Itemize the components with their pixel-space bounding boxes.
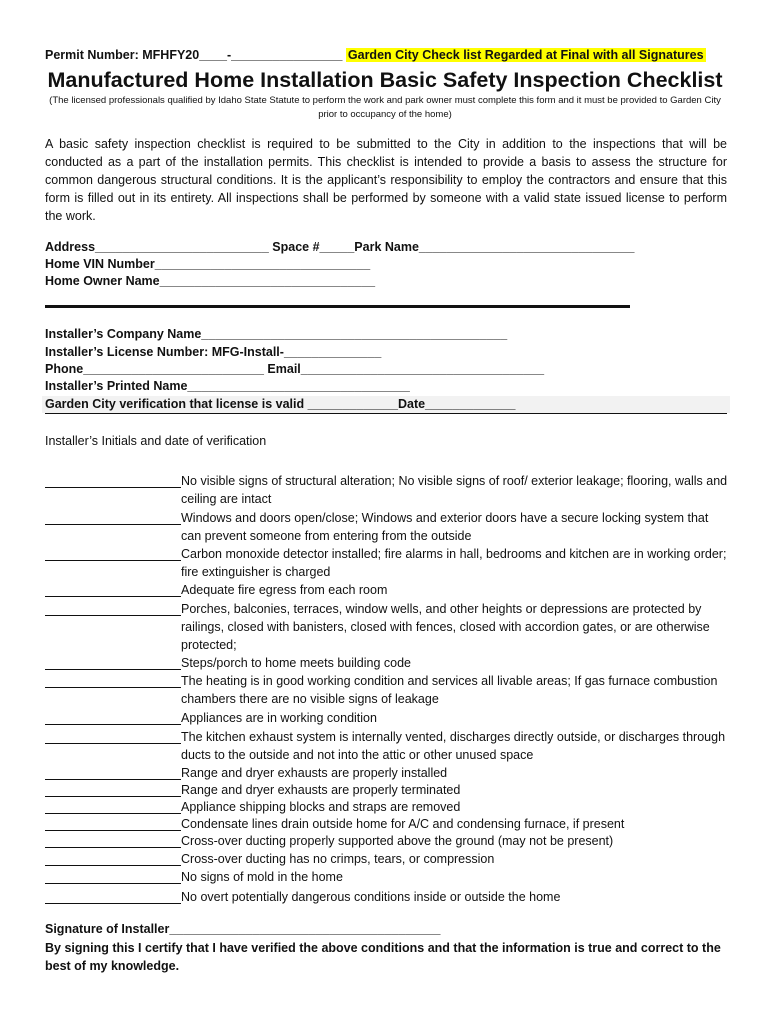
installer-company-field[interactable]: Installer’s Company Name____________________________________________ bbox=[45, 327, 508, 341]
installer-printed-name-field[interactable]: Installer’s Printed Name________________________________ bbox=[45, 379, 410, 393]
initials-blank[interactable] bbox=[45, 903, 181, 904]
checklist-item: Windows and doors open/close; Windows and exterior doors have a secure locking system that can prevent someone from entering from the outside bbox=[181, 511, 709, 543]
initials-blank[interactable] bbox=[45, 865, 181, 866]
initials-blank[interactable] bbox=[45, 813, 181, 814]
checklist-item: Cross-over ducting has no crimps, tears, or compression bbox=[181, 852, 495, 866]
initials-blank[interactable] bbox=[45, 596, 181, 597]
checklist-item: No overt potentially dangerous conditions inside or outside the home bbox=[181, 890, 561, 904]
checklist-item: Range and dryer exhausts are properly installed bbox=[181, 766, 448, 780]
initials-blank[interactable] bbox=[45, 669, 181, 670]
address-space-park-field[interactable]: Address_________________________ Space #_____Park Name_______________________________ bbox=[45, 240, 635, 254]
checklist-item: Adequate fire egress from each room bbox=[181, 583, 388, 597]
initials-blank[interactable] bbox=[45, 560, 181, 561]
initials-blank[interactable] bbox=[45, 524, 181, 525]
initials-blank[interactable] bbox=[45, 743, 181, 744]
home-vin-field[interactable]: Home VIN Number_______________________________ bbox=[45, 257, 371, 271]
checklist-item: No visible signs of structural alteration; No visible signs of roof/ exterior leakage; flooring, walls and ceiling are intact bbox=[181, 474, 728, 506]
checklist-item: Appliances are in working condition bbox=[181, 711, 377, 725]
page-subtitle: (The licensed professionals qualified by Idaho State Statute to perform the work and park owner must complete this form and it must be provided to Garden City prior to occupancy of the home) bbox=[49, 95, 721, 120]
initials-blank[interactable] bbox=[45, 830, 181, 831]
checklist-item: The kitchen exhaust system is internally vented, discharges directly outside, or discharges through ducts to the outside and not into the attic or other unused space bbox=[181, 730, 726, 762]
license-verification-field[interactable]: Garden City verification that license is valid _____________Date_____________ bbox=[45, 397, 516, 411]
checklist-item: Cross-over ducting properly supported above the ground (may not be present) bbox=[181, 834, 614, 848]
initials-blank[interactable] bbox=[45, 779, 181, 780]
initials-blank[interactable] bbox=[45, 487, 181, 488]
permit-number-line bbox=[45, 48, 706, 62]
certification-statement: By signing this I certify that I have verified the above conditions and that the information is true and correct to the best of my knowledge. bbox=[45, 941, 721, 973]
checklist-item: Steps/porch to home meets building code bbox=[181, 656, 411, 670]
initials-blank[interactable] bbox=[45, 847, 181, 848]
intro-paragraph: A basic safety inspection checklist is required to be submitted to the City in addition to the inspections that will be conducted as a part of the installation permits. This checklist is intended to provide a basis to assess the structure for common dangerous structural conditions. It is the applicant’s responsibility to employ the contractors and ensure that this form is filled out in its entirety. All inspections shall be performed by someone with a valid state issued license to perform the work. bbox=[45, 137, 727, 223]
installer-signature-field[interactable]: Signature of Installer_______________________________________ bbox=[45, 922, 441, 936]
checklist-item: No signs of mold in the home bbox=[181, 870, 343, 884]
checklist-item: Porches, balconies, terraces, window wells, and other heights or depressions are protected by railings, closed with banisters, closed with fences, closed with accordion gates, or are otherwise protected; bbox=[181, 602, 710, 652]
home-owner-field[interactable]: Home Owner Name_______________________________ bbox=[45, 274, 376, 288]
final-signatures-note: Garden City Check list Regarded at Final with all Signatures bbox=[347, 48, 704, 62]
initials-heading: Installer’s Initials and date of verification bbox=[45, 434, 267, 448]
checklist-item: Carbon monoxide detector installed; fire alarms in hall, bedrooms and kitchen are in working order; fire extinguisher is charged bbox=[181, 547, 727, 579]
checklist-item: Range and dryer exhausts are properly terminated bbox=[181, 783, 461, 797]
verification-rule bbox=[45, 413, 727, 414]
installer-license-field[interactable]: Installer’s License Number: MFG-Install-______________ bbox=[45, 345, 382, 359]
phone-email-field[interactable]: Phone__________________________ Email___________________________________ bbox=[45, 362, 545, 376]
page-title: Manufactured Home Installation Basic Safety Inspection Checklist bbox=[47, 68, 723, 92]
initials-blank[interactable] bbox=[45, 724, 181, 725]
section-divider bbox=[45, 305, 630, 308]
initials-blank[interactable] bbox=[45, 883, 181, 884]
checklist-item: Appliance shipping blocks and straps are removed bbox=[181, 800, 461, 814]
initials-blank[interactable] bbox=[45, 796, 181, 797]
initials-blank[interactable] bbox=[45, 687, 181, 688]
checklist-item: Condensate lines drain outside home for A/C and condensing furnace, if present bbox=[181, 817, 625, 831]
permit-number-field[interactable]: Permit Number: MFHFY20____-________________ bbox=[45, 48, 343, 62]
initials-blank[interactable] bbox=[45, 615, 181, 616]
checklist-item: The heating is in good working condition and services all livable areas; If gas furnace combustion chambers there are no visible signs of leakage bbox=[181, 674, 718, 706]
